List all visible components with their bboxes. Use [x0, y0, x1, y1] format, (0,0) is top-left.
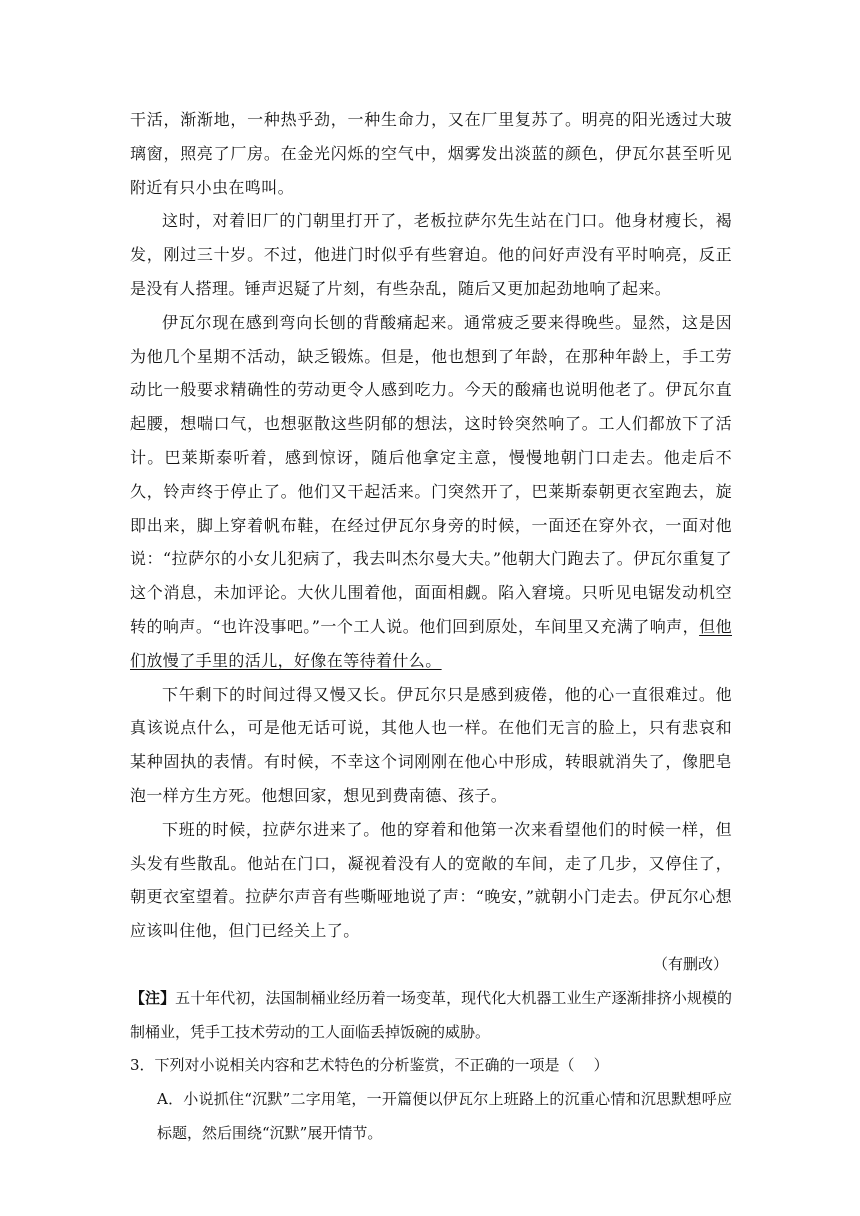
answer-blank: ） — [574, 1056, 609, 1075]
paragraph-1: 干活，渐渐地，一种热乎劲，一种生命力，又在厂里复苏了。明亮的阳光透过大玻璃窗，照亮了厂房。在金光闪烁的空气中，烟雾发出淡蓝的颜色，伊瓦尔甚至听见附近有只小虫在鸣叫。 — [130, 110, 732, 197]
footnote-text: 五十年代初，法国制桶业经历着一场变革，现代化大机器工业生产逐渐排挤小规模的制桶业，凭手工技术劳动的工人面临丢掉饭碗的威胁。 — [130, 988, 732, 1041]
paragraph-3 — [130, 306, 732, 678]
paragraph-3-text: 伊瓦尔现在感到弯向长刨的背酸痛起来。通常疲乏要来得晚些。显然，这是因为他几个星期不活动，缺乏锻炼。但是，他也想到了年龄，在那种年龄上，手工劳动比一般要求精确性的劳动更令人感到吃力。今天的酸痛也说明他老了。伊瓦尔直起腰，想喘口气，也想驱散这些阴郁的想法，这时铃突然响了。工人们都放下了活计。巴莱斯泰听着，感到惊讶，随后他拿定主意，慢慢地朝门口走去。他走后不久，铃声终于停止了。他们又干起活来。门突然开了，巴莱斯泰朝更衣室跑去，旋即出来，脚上穿着帆布鞋，在经过伊瓦尔身旁的时候，一面还在穿外衣，一面对他说：“拉萨尔的小女儿犯病了，我去叫杰尔曼大夫。”他朝大门跑去了。伊瓦尔重复了这个消息，未加评论。大伙儿围着他，面面相觑。陷入窘境。只听见电锯发动机空转的响声。“也许没事吧。”一个工人说。他们回到原处，车间里又充满了响声， — [130, 312, 732, 636]
question-3-text: 3．下列对小说相关内容和艺术特色的分析鉴赏，不正确的一项是（ — [130, 1056, 575, 1075]
paragraph-2: 这时，对着旧厂的门朝里打开了，老板拉萨尔先生站在门口。他身材瘦长，褐发，刚过三十岁。不过，他进门时似乎有些窘迫。他的问好声没有平时响亮，反正是没有人搭理。锤声迟疑了片刻，有些杂乱，随后又更加起劲地响了起来。 — [130, 211, 732, 298]
footnote-tag: 【注】 — [130, 988, 176, 1007]
question-3 — [130, 1049, 732, 1083]
underlined-sentence: 但他们放慢了手里的活儿，好像在等待着什么。 — [130, 616, 732, 670]
paragraph-4: 下午剩下的时间过得又慢又长。伊瓦尔只是感到疲倦，他的心一直很难过。他真该说点什么，可是他无话可说，其他人也一样。在他们无言的脸上，只有悲哀和某种固执的表情。有时候，不幸这个词刚刚在他心中形成，转眼就消失了，像肥皂泡一样方生方死。他想回家，想见到费南德、孩子。 — [130, 684, 732, 805]
paragraph-5: 下班的时候，拉萨尔进来了。他的穿着和他第一次来看望他们的时候一样，但头发有些散乱。他站在门口，凝视着没有人的宽敞的车间，走了几步，又停住了，朝更衣室望着。拉萨尔声音有些嘶哑地说了声：“晚安，”就朝小门走去。伊瓦尔心想应该叫住他，但门已经关上了。 — [130, 819, 732, 941]
option-a: A．小说抓住“沉默”二字用笔，一开篇便以伊瓦尔上班路上的沉重心情和沉思默想呼应标题，然后围绕“沉默”展开情节。 — [157, 1090, 732, 1142]
abridged-credit: （有删改） — [652, 954, 728, 973]
document-page — [130, 103, 732, 1151]
footnote — [130, 982, 732, 1050]
